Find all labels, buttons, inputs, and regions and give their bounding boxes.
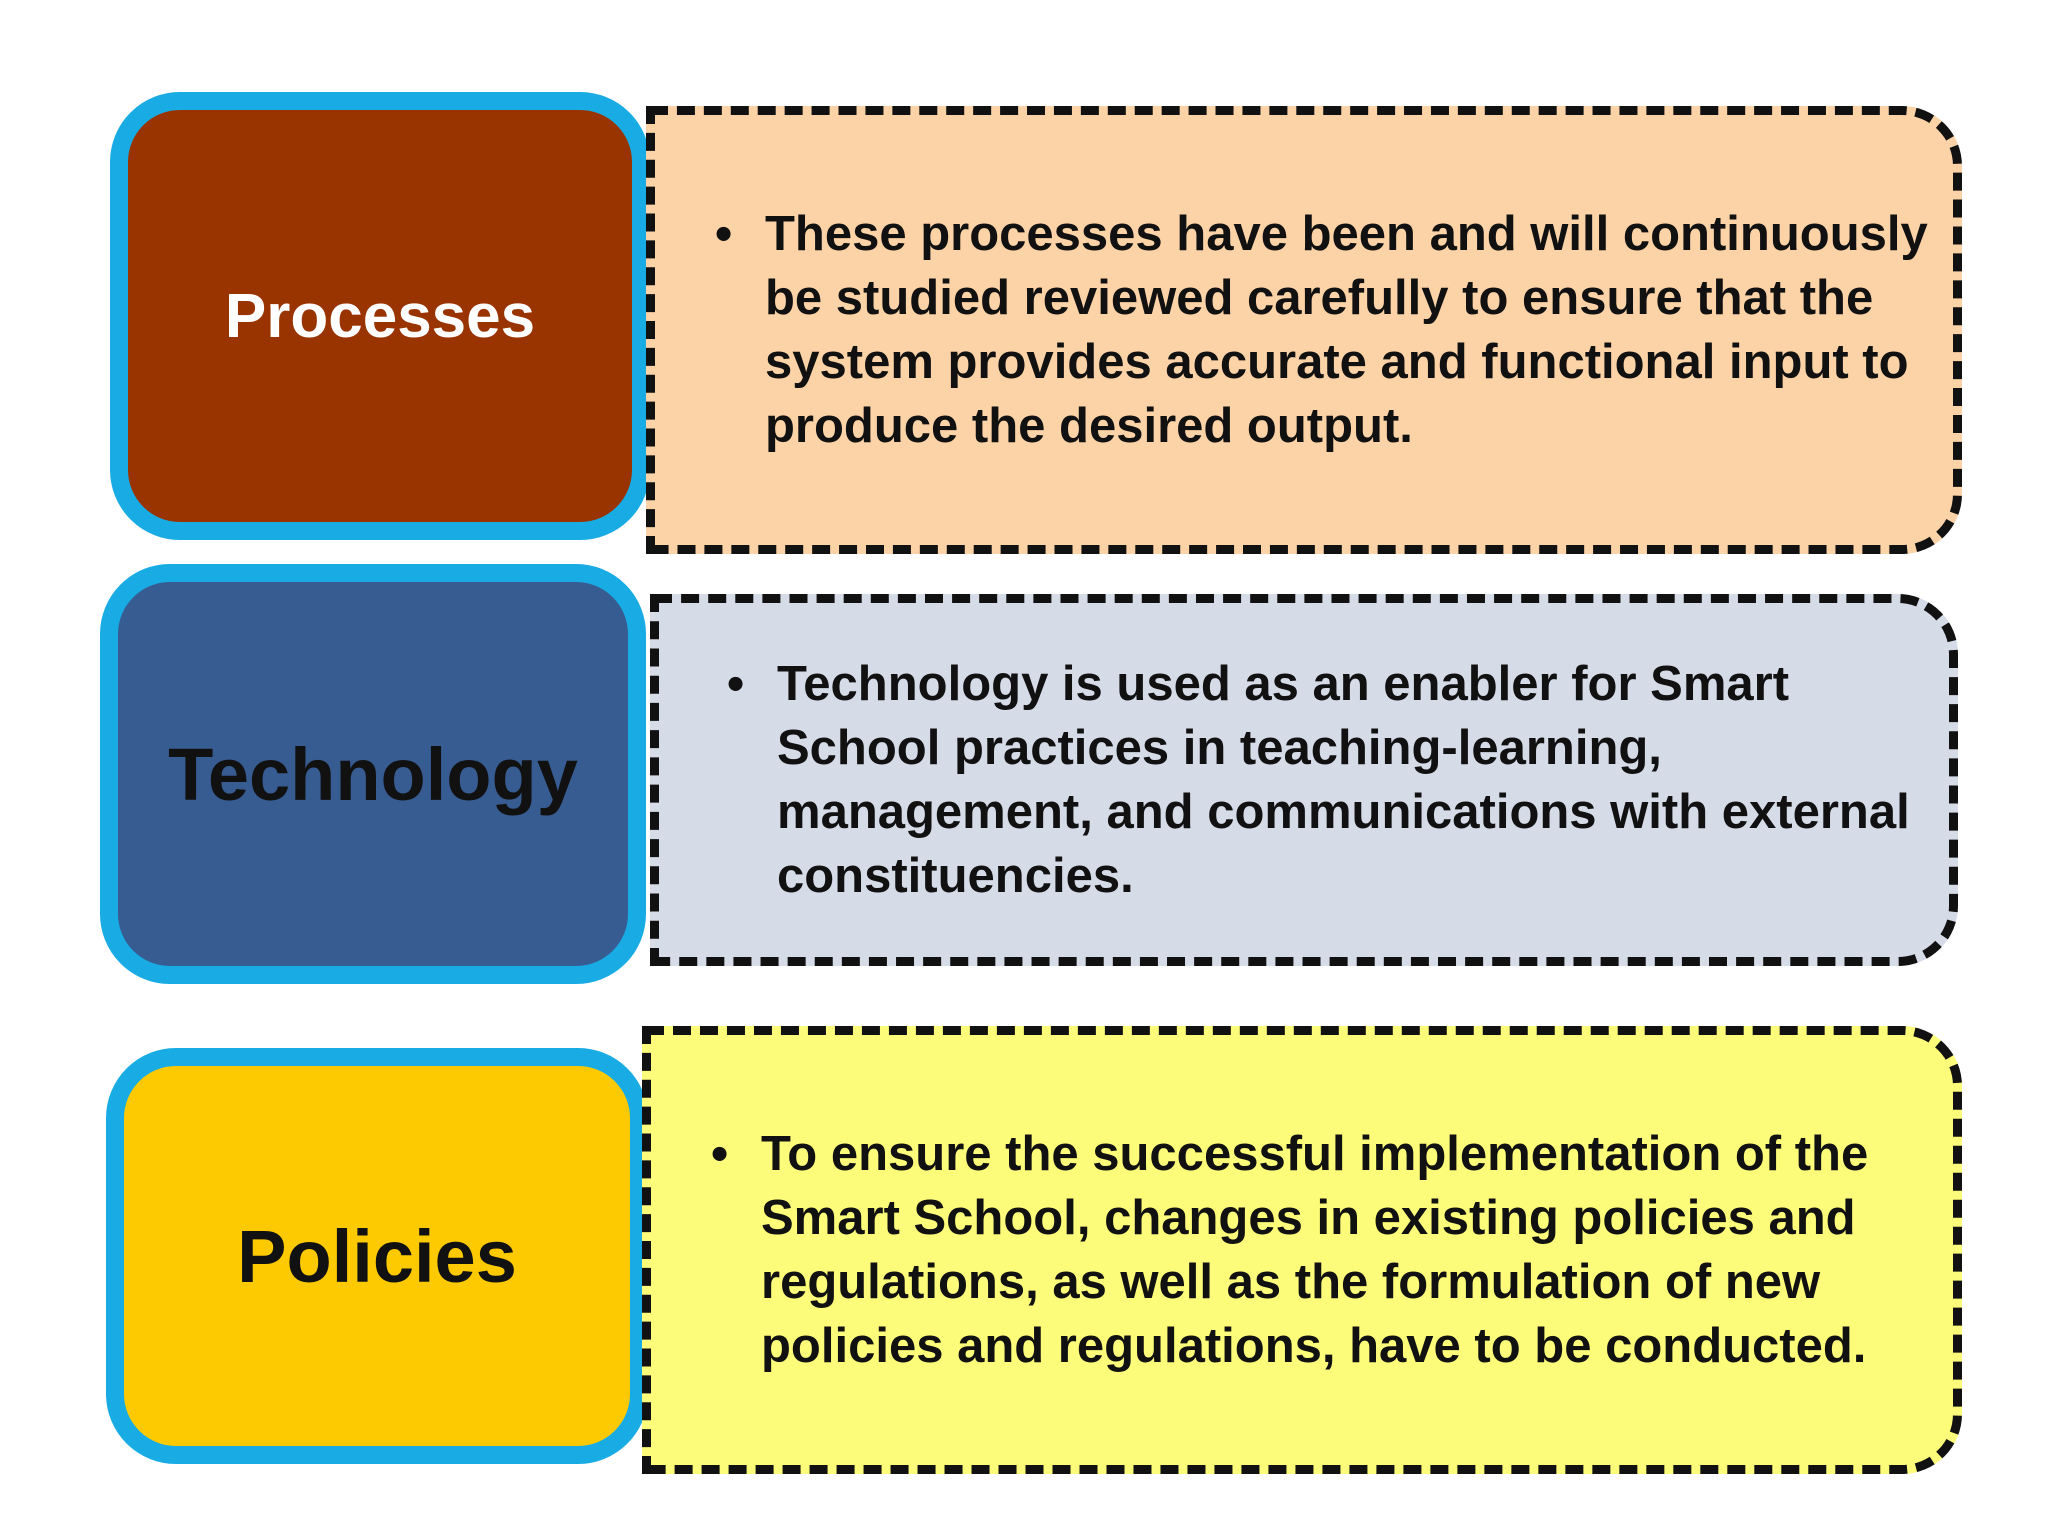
technology-label: Technology (168, 732, 578, 816)
processes-label-box (110, 92, 650, 540)
policies-bullet-list (651, 1122, 1953, 1378)
bullet-icon: • (715, 207, 733, 261)
processes-description-box (646, 106, 1962, 554)
bullet-icon: • (727, 657, 745, 711)
processes-bullet-list (655, 202, 1953, 458)
policies-bullet-item (711, 1122, 1953, 1378)
technology-bullet-list (659, 652, 1949, 908)
processes-bullet-item (715, 202, 1953, 458)
policies-label: Policies (237, 1214, 517, 1298)
technology-description-text: Technology is used as an enabler for Smart School practices in teaching-learning, management, and communications with external constituencies. (777, 657, 1910, 903)
technology-bullet-item (727, 652, 1949, 908)
bullet-icon: • (711, 1127, 729, 1181)
processes-description-text: These processes have been and will continuously be studied reviewed carefully to ensure that the system provides accurate and functional input to produce the desired output. (765, 207, 1928, 453)
policies-description-box (642, 1026, 1962, 1474)
technology-label-box (100, 564, 646, 984)
policies-description-text: To ensure the successful implementation of the Smart School, changes in existing policies and regulations, as well as the formulation of new policies and regulations, have to be conducted. (761, 1127, 1869, 1373)
policies-label-box (106, 1048, 648, 1464)
technology-description-box (650, 594, 1958, 966)
processes-label: Processes (224, 281, 536, 351)
